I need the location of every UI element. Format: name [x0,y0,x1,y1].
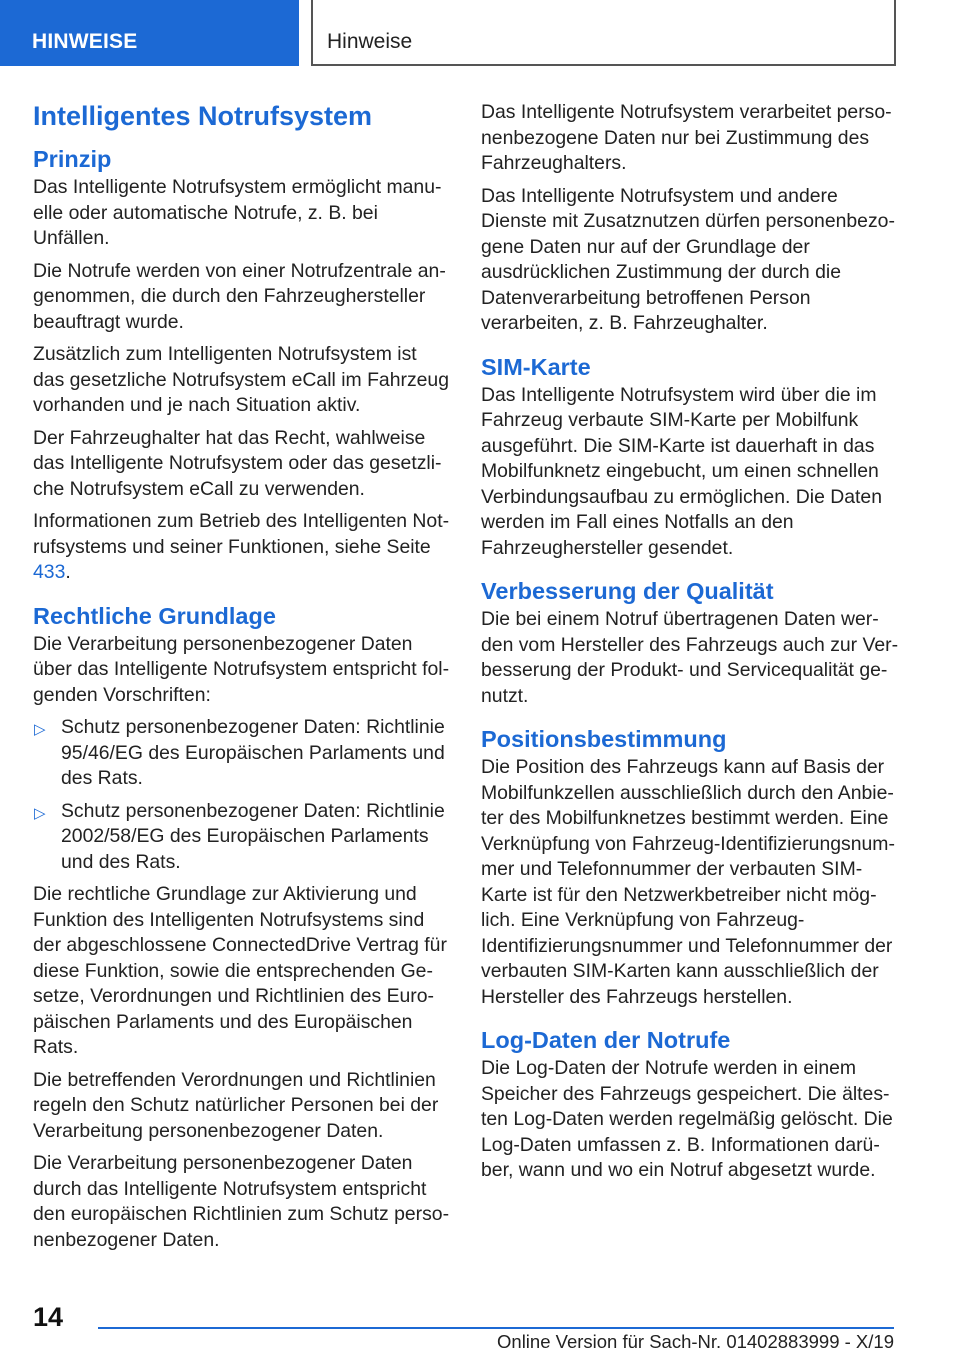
triangle-right-outline-icon: ▷ [34,804,46,822]
heading-prinzip: Prinzip [33,146,112,172]
paragraph-text: Informationen zum Betrieb des Intelligenten Notrufsystems und seiner Funktionen, siehe Seite [33,510,450,558]
paragraph: Das Intelligente Notrufsystem wird über die im Fahrzeug verbaute SIM-Karte per Mobilfunk ausgeführt. Die SIM-Karte ist dauerhaft in das Mobilfunknetz eingebucht, um einen schnellen Verbindungsaufbau zu ermöglichen. Die Daten werden im Fall eines Notfalls an den Fahrzeughersteller gesendet. [481,383,883,559]
paragraph: Die Verarbeitung personenbezogener Daten über das Intelligente Notrufsystem entspricht folgenden Vorschriften: [33,632,450,706]
section-header-label: Hinweise [327,30,413,53]
right-column [481,100,899,1191]
page-header [0,0,960,66]
paragraph: Die Notrufe werden von einer Notrufzentrale angenommen, die durch den Fahrzeughersteller beauftragt wurde. [33,259,446,333]
paragraph: Die betreffenden Verordnungen und Richtlinien regeln den Schutz natürlicher Personen bei der Verarbeitung personenbezogener Daten. [33,1068,439,1142]
footer-divider [98,1327,894,1329]
chapter-tab-label: HINWEISE [32,30,138,53]
heading-rechtliche-grundlage: Rechtliche Grundlage [33,602,276,629]
paragraph: Das Intelligente Notrufsystem ermöglicht manuelle oder automatische Notrufe, z. B. bei Unfällen. [33,176,442,249]
section-header [311,0,896,66]
list-item [33,799,451,876]
chapter-tab[interactable] [0,0,299,66]
paragraph-with-link [33,509,451,586]
paragraph: Die Log-Daten der Notrufe werden in einem Speicher des Fahrzeugs gespeichert. Die ältesten Log-Daten werden regelmäßig gelöscht. Die Log-Daten umfassen z. B. Informationen darüber, wann und wo ein Notruf abgesetzt wurde. [481,1057,893,1181]
page-title: Intelligentes Notrufsystem [33,101,373,131]
paragraph: Die rechtliche Grundlage zur Aktivierung und Funktion des Intelligenten Notrufsystems sind der abgeschlossene ConnectedDrive Vertrag für diese Funktion, sowie die entsprechenden Gesetze, Verordnungen und Richtlinien des Europäischen Parlaments und des Europäischen Rats. [33,883,447,1058]
paragraph: Das Intelligente Notrufsystem verarbeitet personenbezogene Daten nur bei Zustimmung des Fahrzeughalters. [481,101,892,174]
paragraph-end: . [65,561,71,583]
bullet-list [33,715,451,875]
heading-positionsbestimmung: Positionsbestimmung [481,726,727,752]
paragraph: Die Position des Fahrzeugs kann auf Basis der Mobilfunkzellen ausschließlich durch den Anbieter des Mobilfunknetzes bestimmt werden. Eine Verknüpfung von Fahrzeug-Identifizierungsnummer und Telefonnummer der verbauten SIM-Karte ist für den Netzwerkbetreiber nicht möglich. Eine Verknüpfung von Fahrzeug-Identifizierungsnummer und Telefonnummer der verbauten SIM-Karten kann ausschließlich der Hersteller des Fahrzeugs herstellen. [481,756,895,1008]
paragraph: Zusätzlich zum Intelligenten Notrufsystem ist das gesetzliche Notrufsystem eCall im Fahrzeug vorhanden und je nach Situation aktiv. [33,343,449,416]
heading-sim-karte: SIM-Karte [481,353,591,380]
triangle-right-outline-icon: ▷ [34,721,46,738]
paragraph: Die Verarbeitung personenbezogener Daten durch das Intelligente Notrufsystem entspricht den europäischen Richtlinien zum Schutz personenbezogener Daten. [33,1152,450,1251]
page-number: 14 [33,1302,64,1332]
paragraph: Der Fahrzeughalter hat das Recht, wahlweise das Intelligente Notrufsystem oder das gesetzliche Notrufsystem eCall zu verwenden. [33,426,442,500]
heading-log-daten: Log-Daten der Notrufe [481,1027,731,1053]
paragraph: Die bei einem Notruf übertragenen Daten werden vom Hersteller des Fahrzeugs auch zur Verbesserung der Produkt- und Servicequalität genutzt. [481,608,899,707]
list-item-text: Schutz personenbezogener Daten: Richtlinie 2002/58/EG des Europäischen Parlaments und des Rats. [61,799,445,873]
footer-online-version: Online Version für Sach-Nr. 01402883999 - X/19 [497,1331,894,1352]
paragraph: Das Intelligente Notrufsystem und andere Dienste mit Zusatznutzen dürfen personenbezogene Daten nur auf der Grundlage der ausdrücklichen Zustimmung der durch die Datenverarbeitung betroffenen Person verarbeiten, z. B. Fahrzeughalter. [481,184,895,334]
page-link-433[interactable]: 433 [33,561,66,583]
heading-verbesserung-qualitaet: Verbesserung der Qualität [481,578,774,604]
list-item-text: Schutz personenbezogener Daten: Richtlinie 95/46/EG des Europäischen Parlaments und des Rats. [61,716,445,789]
left-column [33,100,451,1260]
list-item [33,715,451,792]
